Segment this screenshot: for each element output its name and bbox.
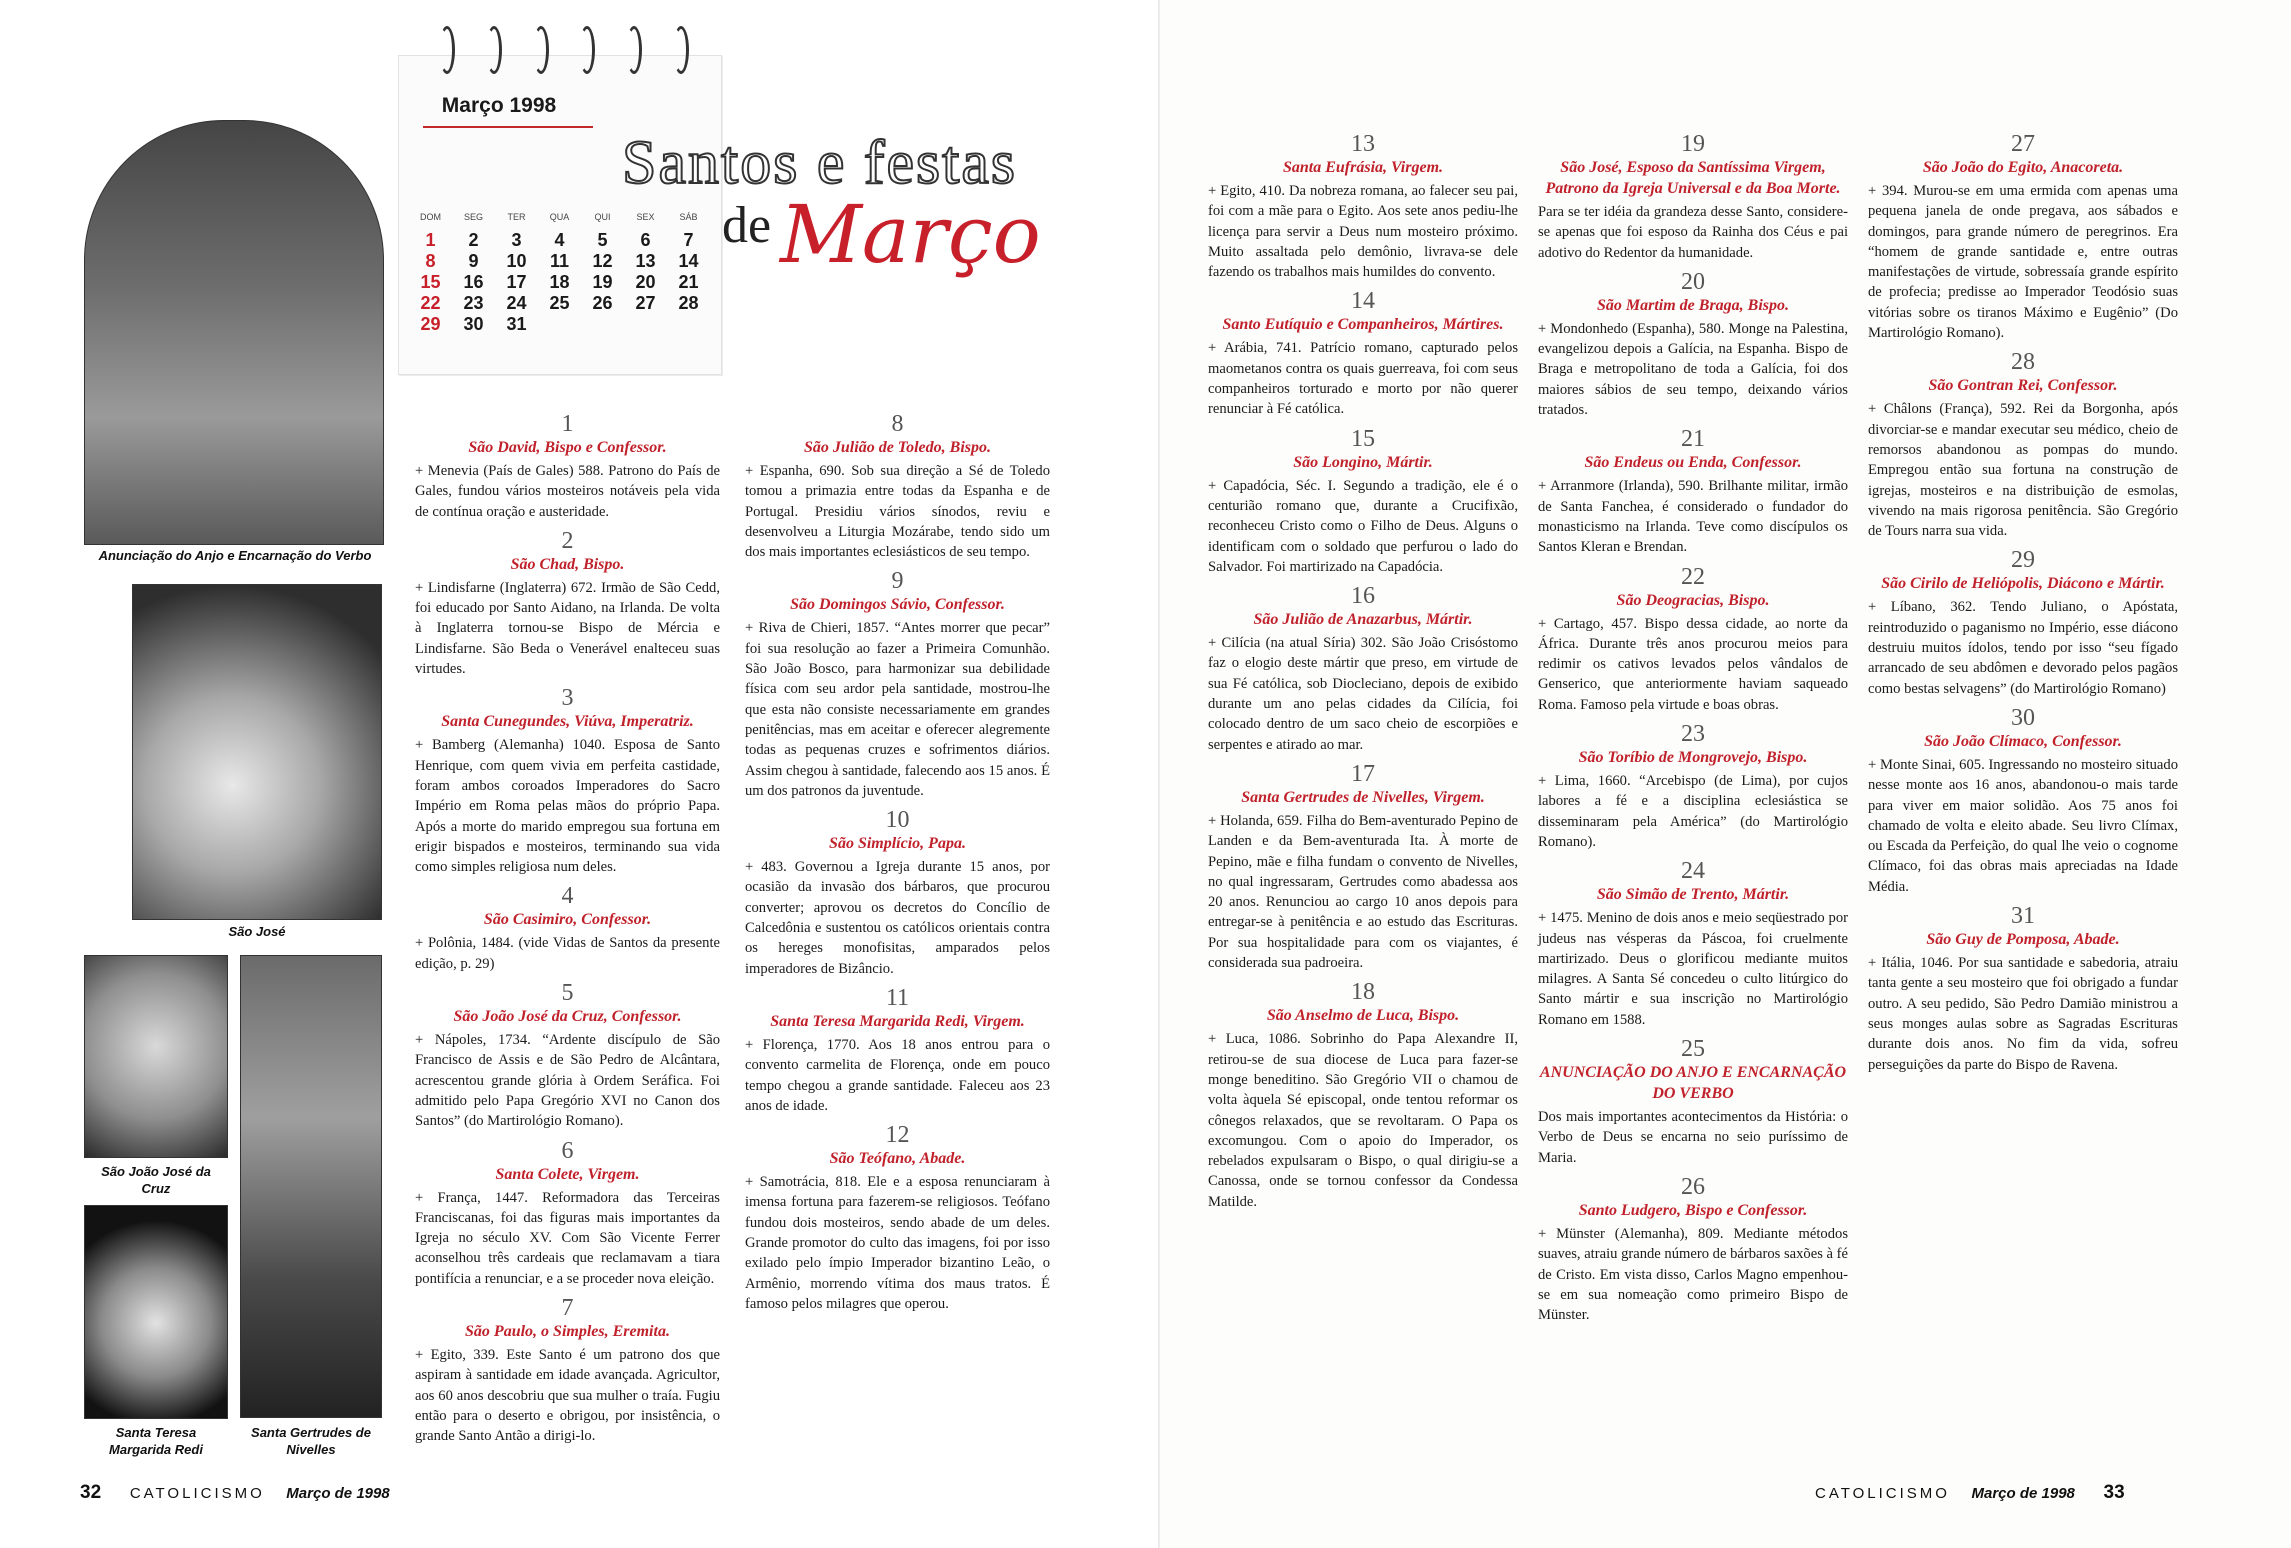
calendar-day: 1: [425, 230, 436, 250]
text-column-5: [1868, 125, 2178, 1081]
calendar-day: 28: [678, 293, 699, 313]
entry-saint-name: São Anselmo de Luca, Bispo.: [1266, 1007, 1460, 1025]
calendar-week: [409, 314, 711, 335]
calendar-day: 27: [635, 293, 656, 313]
entry-text: + Florença, 1770. Aos 18 anos entrou para o convento carmelita de Florença, onde em pouco tempo chegou a grande santidade. Faleceu aos 23 anos de idade.: [745, 1036, 1050, 1114]
calendar-weekday: DOM: [420, 212, 441, 222]
calendar-day: 8: [425, 251, 436, 271]
calendar-week: [409, 251, 711, 272]
calendar-day: 4: [554, 230, 565, 250]
entry-text: + Capadócia, Séc. I. Segundo a tradição, ele é o centurião romano que, durante a Crucifixão, reconheceu Cristo como o Filho de Deus. Alguns o identificam com o soldado que perfurou o lado do Salvador. Foi martirizado na Capadócia.: [1208, 477, 1518, 575]
calendar-day: 6: [640, 230, 651, 250]
issue-date: Março de 1998: [1971, 1485, 2075, 1502]
entry-text: + Luca, 1086. Sobrinho do Papa Alexandre II, retirou-se de sua diocese de Luca para fazer-se monge beneditino. São Gregório VII o chamou de volta àquela Sé episcopal, onde tentou reformar os cônegos relaxados, que se revoltaram. O Papa os excomungou. Com o apoio do Imperador, os rebelados expulsaram o Bispo, o qual dirigiu-se a Canossa, onde se tornou confessor da Condessa Matilde.: [1208, 1031, 1518, 1210]
entry-day-number: 20: [1681, 268, 1705, 295]
page-title-month: Março: [780, 188, 1041, 281]
calendar: [398, 55, 722, 375]
saint-entry: [1868, 903, 2178, 1075]
entry-text: + Holanda, 659. Filha do Bem-aventurado Pepino de Landen e da Bem-aventurada Ita. À morte de Pepino, mãe e filha fundam o convento de Nivelles, no qual ingressaram, Gertrudes como abadessa aos 20 anos. Renunciou ao cargo 10 anos depois para entregar-se à penitência e ao estudo das Escrituras. Por sua hospitalidade para com os viajantes, é considerada sua padroeira.: [1208, 812, 1518, 972]
entry-day-number: 4: [561, 883, 574, 910]
calendar-weekday: QUI: [594, 212, 611, 222]
saint-entry: [415, 411, 720, 522]
entry-day-number: 9: [891, 568, 904, 595]
entry-text: + Münster (Alemanha), 809. Mediante métodos suaves, atraiu grande número de bárbaros saxões à fé de Cristo. Em vista disso, Carlos Magno empenhou-se em sua nomeação como primeiro Bispo de Münster.: [1538, 1225, 1848, 1324]
page-number: 33: [2103, 1482, 2125, 1503]
annunciation-painting: [84, 120, 384, 545]
calendar-day: 20: [635, 272, 656, 292]
saint-entry: [415, 980, 720, 1131]
entry-text: + 483. Governou a Igreja durante 15 anos, por ocasião da invasão dos bárbaros, que procurou converter; aprovou os decretos do Concílio de Calcedônia e sustentou os católicos orientais contra os hereges monofisitas, amparados pelos imperadores de Bizâncio.: [745, 859, 1050, 977]
caption-gertrudes: Santa Gertrudes de Nivelles: [251, 1425, 371, 1457]
entry-day-number: 29: [2011, 547, 2035, 574]
saint-entry: [415, 1138, 720, 1289]
saint-entry: [1868, 547, 2178, 698]
entry-saint-name: Santo Eutíquio e Companheiros, Mártires.: [1222, 316, 1504, 334]
entry-saint-name: São Domingos Sávio, Confessor.: [790, 596, 1005, 614]
entry-saint-name: Santa Cunegundes, Viúva, Imperatriz.: [441, 713, 694, 731]
entry-day-number: 3: [561, 685, 574, 712]
calendar-day: 10: [506, 251, 527, 271]
entry-text: + Líbano, 362. Tendo Juliano, o Apóstata, reintroduzido o paganismo no Império, esse diácono destruiu muitos ídolos, tendo por isso “seu fígado arrancado de seu abdômen e devorado pelos pagãos como bestas selvagens” (do Martirológio Romano): [1868, 599, 2178, 697]
entry-day-number: 11: [885, 984, 910, 1011]
entry-text: + Cartago, 457. Bispo dessa cidade, ao norte da África. Durante três anos procurou meios para redimir os cativos levados pelos vândalos de Genserico, que anteriormente haviam saqueado Roma. Famoso pela virtude e boas obras.: [1538, 615, 1848, 713]
saint-entry: [1538, 1174, 1848, 1325]
issue-date: Março de 1998: [286, 1485, 390, 1502]
calendar-week: [409, 230, 711, 251]
entry-text: + Espanha, 690. Sob sua direção a Sé de Toledo tomou a primazia entre todas da Espanha e de Portugal. Presidiu vários sínodos, reviu e desenvolveu a Liturgia Mozárabe, tendo sido um dos mais importantes eclesiásticos de seu tempo.: [745, 463, 1050, 561]
text-column-1: [415, 405, 720, 1453]
entry-day-number: 17: [1351, 760, 1375, 787]
entry-text: + Monte Sinai, 605. Ingressando no mosteiro situado nesse monte aos 16 anos, abandonou-o mais tarde para viver em maior solidão. Aos 75 anos foi chamado de volta e eleito abade. Seu livro Clímax, ou Escada da Perfeição, do qual lhe veio o cognome Clímaco, foi das obras mais apreciadas na Idade Média.: [1868, 756, 2178, 895]
calendar-weekday: QUA: [549, 212, 570, 222]
entry-text: + Riva de Chieri, 1857. “Antes morrer que pecar” foi sua resolução ao fazer a Primeira Comunhão. São João Bosco, para harmonizar sua debilidade física com seu ardor pela santidade, mostrou-lhe que esta não consiste necessariamente em grandes penitências, mas em aceitar e oferecer alegremente todas as pequenas cruzes e sofrimentos diários. Assim chegou à santidade, falecendo aos 15 anos. É um dos patronos da juventude.: [745, 620, 1050, 799]
entry-text: + França, 1447. Reformadora das Terceiras Franciscanas, foi das figuras mais importantes da Igreja no século XV. Com São Vicente Ferrer aconselhou três cardeais que reclamavam a tiara pontifícia a renunciar, e a se proceder nova eleição.: [415, 1189, 720, 1287]
entry-saint-name: São Simão de Trento, Mártir.: [1596, 886, 1790, 904]
entry-saint-name: Santa Teresa Margarida Redi, Virgem.: [770, 1012, 1025, 1030]
entry-day-number: 24: [1681, 858, 1705, 885]
entry-day-number: 31: [2011, 903, 2035, 930]
magazine-name: CATOLICISMO: [1815, 1485, 1950, 1502]
calendar-day: 19: [592, 272, 613, 292]
entry-saint-name: São Guy de Pomposa, Abade.: [1926, 931, 2120, 949]
saint-entry: [1208, 131, 1518, 282]
entry-day-number: 6: [561, 1137, 574, 1164]
entry-saint-name: São João do Egito, Anacoreta.: [1922, 159, 2124, 176]
saint-entry: [1868, 705, 2178, 897]
entry-day-number: 7: [561, 1295, 574, 1322]
saint-entry: [1538, 721, 1848, 852]
entry-day-number: 21: [1681, 426, 1705, 453]
entry-saint-name: São David, Bispo e Confessor.: [468, 439, 667, 456]
calendar-day: [538, 314, 581, 335]
caption-jose: São José: [228, 924, 286, 939]
calendar-weekday: SEX: [636, 212, 655, 222]
entry-day-number: 16: [1351, 583, 1375, 610]
calendar-day: 31: [506, 314, 527, 334]
saint-entry: [415, 685, 720, 877]
text-column-2: [745, 405, 1050, 1320]
entry-day-number: 15: [1351, 425, 1375, 452]
saint-entry: [415, 883, 720, 974]
entry-text: + 394. Murou-se em uma ermida com apenas uma pequena janela de onde pregava, aos sábados e domingos, para grande número de peregrinos. Era “homem de grande santidade e, entre outras manifestações de virtude, sobressaía grande espírito de profecia; predisse ao Imperador Teodósio suas vitórias sobre os tiranos Máximo e Eugênio” (Do Martirológio Romano).: [1868, 183, 2178, 342]
entry-text: + Egito, 339. Este Santo é um patrono dos que aspiram à santidade em idade avançada. Agricultor, aos 60 anos descobriu que sua mulher o traía. Fugiu então para o deserto e obrigou, por insistência, o grande Santo Antão a dirigi-lo.: [415, 1347, 720, 1445]
entry-saint-name: Santa Eufrásia, Virgem.: [1282, 159, 1444, 176]
saint-entry: [1208, 761, 1518, 973]
saint-entry: [1208, 583, 1518, 755]
entry-day-number: 25: [1681, 1036, 1705, 1063]
text-column-3: [1208, 125, 1518, 1218]
right-page: [1160, 0, 2291, 1548]
entry-saint-name: São Toríbio de Mongrovejo, Bispo.: [1578, 749, 1808, 767]
saint-entry: [415, 1295, 720, 1446]
entry-saint-name: São Gontran Rei, Confessor.: [1928, 377, 2118, 395]
entry-saint-name: São Paulo, o Simples, Eremita.: [465, 1323, 670, 1341]
caption-teresa: Santa Teresa Margarida Redi: [109, 1425, 203, 1457]
calendar-day: 14: [678, 251, 699, 271]
calendar-day: [581, 314, 624, 335]
entry-saint-name: São Casimiro, Confessor.: [483, 911, 652, 929]
calendar-day: 23: [463, 293, 484, 313]
entry-text: + Châlons (França), 592. Rei da Borgonha, após divorciar-se e mandar executar seu médico, cheio de remorsos abandonou as pompas do mundo. Empregou então sua fortuna na construção de igrejas, mosteiros e na distribuição de esmolas, vivendo na mais rigorosa penitência. São Gregório de Tours narra sua vida.: [1868, 401, 2178, 540]
page-title: Santos e festas: [622, 129, 1018, 197]
entry-text: + Mondonhedo (Espanha), 580. Monge na Palestina, evangelizou depois a Galícia, na Espanha. Bispo de Braga e metropolitano de toda a Galícia, foi dos maiores sábios de seu tempo, deixando vários tratados.: [1538, 320, 1848, 419]
entry-saint-name: São Teófano, Abade.: [829, 1150, 966, 1168]
calendar-grid: [409, 209, 711, 335]
santa-gertrudes-statue: [240, 955, 382, 1418]
saint-entry: [745, 411, 1050, 562]
calendar-day: 17: [506, 272, 527, 292]
calendar-day: 7: [683, 230, 694, 250]
saint-entry: [1538, 269, 1848, 420]
entry-day-number: 14: [1351, 288, 1375, 315]
entry-saint-name: São Chad, Bispo.: [510, 555, 625, 573]
saint-entry: [1868, 349, 2178, 541]
calendar-day: 16: [463, 272, 484, 292]
entry-day-number: 27: [2011, 131, 2035, 157]
entry-saint-name: São Longino, Mártir.: [1293, 453, 1433, 471]
entry-day-number: 30: [2011, 704, 2035, 731]
footer-right: [1815, 1482, 2125, 1504]
saint-entry: [745, 568, 1050, 801]
entry-day-number: 22: [1681, 563, 1705, 590]
calendar-week: [409, 293, 711, 314]
saint-entry: [1538, 131, 1848, 263]
calendar-weekday: SÁB: [679, 212, 698, 222]
entry-text: + Itália, 1046. Por sua santidade e sabedoria, atraiu tanta gente a seu mosteiro que foi obrigado a fundar outro. A seu pedido, São Pedro Damião ministrou a seus monges aulas sobre as Sagradas Escrituras durante dois anos. No fim da vida, sofreu perseguições da parte do Bispo de Ravena.: [1868, 955, 2178, 1073]
entry-text: + Bamberg (Alemanha) 1040. Esposa de Santo Henrique, com quem vivia em perfeita castidade, foram ambos coroados Imperadores do Sacro Império em Roma pelas mãos do próprio Papa. Após a morte do marido empregou sua fortuna em erigir bispados e mosteiros, terminando sua vida como simples religiosa num deles.: [415, 737, 720, 876]
entry-text: + Arábia, 741. Patrício romano, capturado pelos maometanos contra os quais guerreava, foi com seus companheiros torturado e morto por não querer renunciar à Fé católica.: [1208, 340, 1518, 418]
calendar-day: 22: [420, 293, 441, 313]
entry-day-number: 18: [1351, 979, 1375, 1006]
entry-day-number: 23: [1681, 721, 1705, 748]
calendar-day: 26: [592, 293, 613, 313]
calendar-day: 21: [678, 272, 699, 292]
entry-day-number: 5: [561, 980, 574, 1007]
calendar-title-underline: [423, 126, 593, 128]
saint-entry: [1538, 1036, 1848, 1168]
saint-entry: [745, 985, 1050, 1116]
calendar-day: 13: [635, 251, 656, 271]
entry-text: + Lindisfarne (Inglaterra) 672. Irmão de São Cedd, foi educado por Santo Aidano, na Irlanda. De volta à Inglaterra tornou-se Bispo de Mércia e Lindisfarne. São Beda o Venerável enalteceu suas virtudes.: [415, 579, 720, 678]
entry-saint-name: São José, Esposo da Santíssima Virgem, Patrono da Igreja Universal e da Boa Morte.: [1545, 159, 1841, 197]
caption-anunciacao: Anunciação do Anjo e Encarnação do Verbo: [98, 548, 372, 563]
caption-cruz: São João José da Cruz: [101, 1164, 211, 1196]
entry-day-number: 8: [891, 411, 904, 437]
calendar-weekday: TER: [507, 212, 526, 222]
entry-text: + Menevia (País de Gales) 588. Patrono do País de Gales, fundou vários mosteiros notáveis pela vida de contínua oração e austeridade.: [415, 463, 720, 520]
entry-day-number: 1: [561, 411, 574, 437]
entry-saint-name: São Deogracias, Bispo.: [1616, 591, 1770, 609]
entry-saint-name: São Julião de Toledo, Bispo.: [804, 439, 991, 456]
footer-left: [80, 1482, 390, 1504]
calendar-weekday: SEG: [463, 212, 483, 222]
calendar-day: 9: [468, 251, 479, 271]
sao-jose-painting: [132, 584, 382, 920]
entry-day-number: 28: [2011, 349, 2035, 376]
entry-saint-name: São Julião de Anazarbus, Mártir.: [1253, 611, 1473, 629]
santa-teresa-photo: [84, 1205, 228, 1419]
page-number: 32: [80, 1482, 102, 1503]
entry-text: + Lima, 1660. “Arcebispo (de Lima), por cujos labores a fé e a disciplina eclesiástica se disseminaram pela América” (do Martirológio Romano).: [1538, 773, 1848, 850]
entry-saint-name: Santo Ludgero, Bispo e Confessor.: [1578, 1201, 1808, 1219]
page-title-de: de: [722, 197, 772, 254]
calendar-day: 2: [468, 230, 479, 250]
saint-entry: [1868, 131, 2178, 343]
calendar-day: 25: [549, 293, 570, 313]
calendar-day: 30: [463, 314, 484, 334]
calendar-day: [624, 314, 667, 335]
entry-text: + Egito, 410. Da nobreza romana, ao falecer seu pai, foi com a mãe para o Egito. Aos sete anos pediu-lhe licença para servir a Deus num mosteiro próximo. Muito assaltada pelo demônio, livrava-se dele fazendo os trabalhos mais humildes do convento.: [1208, 183, 1518, 281]
saint-entry: [1208, 288, 1518, 419]
entry-day-number: 2: [561, 527, 574, 554]
entry-saint-name: São João José da Cruz, Confessor.: [453, 1008, 682, 1026]
entry-text: + Cilícia (na atual Síria) 302. São João Crisóstomo faz o elogio deste mártir que preso, em virtude de sua Fé católica, sob Diocleciano, depois de exibido durante um ano pelas cidades da Cilícia, foi colocado dentro de um saco cheio de escorpiões e serpentes e atirado ao mar.: [1208, 635, 1518, 753]
saint-entry: [415, 528, 720, 679]
entry-text: Para se ter idéia da grandeza desse Santo, considere-se apenas que foi esposo da Rainha dos Céus e pai adotivo do Redentor da humanidade.: [1538, 204, 1848, 261]
entry-text: Dos mais importantes acontecimentos da História: o Verbo de Deus se encarna no seio puríssimo de Maria.: [1538, 1109, 1848, 1166]
calendar-title: Março 1998: [441, 94, 557, 117]
entry-text: + Polônia, 1484. (vide Vidas de Santos da presente edição, p. 29): [415, 935, 720, 972]
calendar-day: [667, 314, 710, 335]
magazine-name: CATOLICISMO: [129, 1485, 265, 1502]
calendar-day: 3: [511, 230, 522, 250]
saint-entry: [1208, 426, 1518, 577]
calendar-day: 11: [549, 251, 570, 271]
calendar-day: 15: [420, 272, 441, 292]
entry-saint-name: São João Clímaco, Confessor.: [1924, 732, 2122, 750]
saint-entry: [745, 1122, 1050, 1314]
sao-joao-jose-photo: [84, 955, 228, 1158]
entry-saint-name: São Endeus ou Enda, Confessor.: [1584, 454, 1802, 472]
calendar-day: 24: [506, 293, 527, 313]
saint-entry: [1208, 979, 1518, 1212]
calendar-weekdays: [409, 209, 711, 230]
entry-saint-name: Santa Colete, Virgem.: [495, 1165, 640, 1183]
entry-text: + Samotrácia, 818. Ele e a esposa renunciaram à imensa fortuna para fazerem-se religiosos. Teófano fundou dois mosteiros, sendo abade de um deles. Grande promotor do culto das imagens, foi por isso exilado pelo ímpio Imperador bizantino Leão, o Armênio, morrendo vítima dos maus tratos. É famoso pelos milagres que operou.: [745, 1174, 1050, 1312]
entry-saint-name: São Cirilo de Heliópolis, Diácono e Mártir.: [1881, 575, 2165, 593]
saint-entry: [1538, 858, 1848, 1030]
calendar-day: 29: [420, 314, 441, 334]
entry-day-number: 10: [885, 807, 910, 834]
calendar-week: [409, 272, 711, 293]
entry-saint-name: ANUNCIAÇÃO DO ANJO E ENCARNAÇÃO DO VERBO: [1539, 1064, 1847, 1103]
entry-saint-name: São Simplício, Papa.: [829, 835, 966, 853]
entry-text: + Nápoles, 1734. “Ardente discípulo de São Francisco de Assis e de São Pedro de Alcântara, acrescentou grande glória à Ordem Seráfica. Foi admitido pelo Papa Gregório XVI no Canon dos Santos” (do Martirológio Romano).: [415, 1032, 720, 1130]
saint-entry: [1538, 564, 1848, 715]
entry-day-number: 19: [1681, 131, 1705, 157]
entry-text: + 1475. Menino de dois anos e meio seqüestrado por judeus nas vésperas da Páscoa, foi cruelmente martirizado. Deus o glorificou mediante muitos milagres. A Santa Sé concedeu o culto litúrgico do Santo mártir e sua inscrição no Martirológio Romano em 1588.: [1538, 910, 1848, 1028]
entry-saint-name: São Martim de Braga, Bispo.: [1596, 296, 1790, 314]
saint-entry: [745, 807, 1050, 979]
calendar-day: 5: [597, 230, 608, 250]
saint-entry: [1538, 426, 1848, 557]
entry-saint-name: Santa Gertrudes de Nivelles, Virgem.: [1241, 788, 1485, 806]
text-column-4: [1538, 125, 1848, 1331]
calendar-day: 12: [592, 251, 613, 271]
entry-day-number: 26: [1681, 1173, 1705, 1200]
calendar-rings: [439, 26, 689, 76]
entry-text: + Arranmore (Irlanda), 590. Brilhante militar, irmão de Santa Fanchea, é considerado o fundador do monasticismo na Irlanda. Teve como discípulos os Santos Kleran e Brendan.: [1538, 478, 1848, 556]
entry-day-number: 13: [1351, 131, 1375, 157]
entry-day-number: 12: [885, 1122, 910, 1149]
calendar-day: 18: [549, 272, 570, 292]
